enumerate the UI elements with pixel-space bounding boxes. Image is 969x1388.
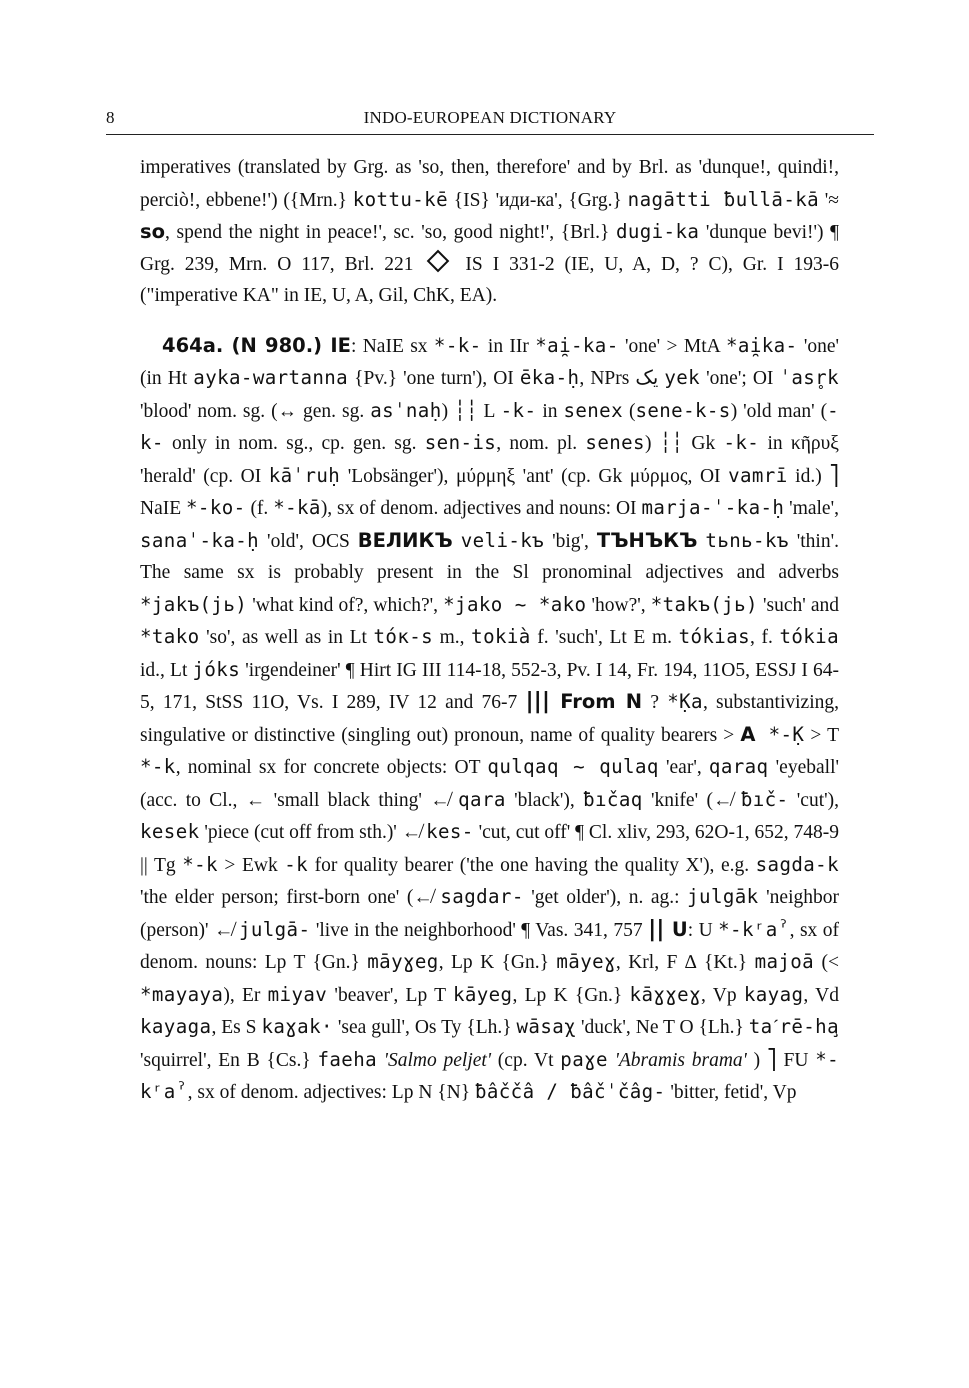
transcription: ƀıčaq [583,787,643,811]
text-run: IS I 331-2 (IE, U, A, D, ? C), Gr. I 193-6 ("imperative KA" in IE, U, A, Gil, ChK, EA). [140,253,839,306]
transcription: nagātti ƀullā-kā [627,187,820,211]
transcription: *-k- [433,333,482,357]
transcription: kottu-kē [352,187,448,211]
text-run: 'the elder person; first-born one' (↚ [140,887,441,908]
text-run: (cp. Vt [491,1049,561,1071]
transcription: *jako ~ *ako [443,592,587,616]
transcription: *-kʳaˀ [140,1047,840,1103]
text-run: id.) ⎤ NaIE [140,465,839,519]
header-title: INDO-EUROPEAN DICTIONARY [363,108,617,127]
transcription: ƀâččâ / ƀâčˈčâg- [474,1080,666,1103]
text-run: , sx of denom. nouns: Lp T {Gn.} [140,919,839,973]
italic-gloss: 'Abramis brama' [607,1049,747,1071]
text-run: (f. [245,498,274,519]
text-run: 'knife' (↚ [642,789,741,811]
transcription: qaraq [708,755,769,778]
transcription: julgā- [238,917,311,941]
text-run: 'such' and [757,594,840,616]
transcription: *-kā [273,496,321,519]
transcription: kaɣak· [261,1015,333,1038]
transcription: *mayaya [140,982,224,1006]
transcription: sagda-k [755,852,839,876]
transcription: majoā [754,950,815,973]
text-run: , Es S [211,1017,262,1038]
text-run: 'neighbor (person)' ↚ [140,887,839,941]
transcription: *-ko- [186,496,246,519]
text-run: 'piece (cut off from sth.)' ↚ [199,822,427,843]
transcription: tokià [471,625,531,648]
transcription: ayka-wartanna [193,366,349,389]
transcription: ˈasr̥k [779,366,839,389]
bold-label: From N [550,690,643,713]
text-run: for quality bearer ('the one having the quality X'), e.g. [308,854,756,876]
transcription: *-k [140,755,176,778]
section-separator: ||| [525,688,551,714]
transcription: senes [585,431,645,454]
text-run: 'cut'), [788,789,840,811]
text-run: : NaIE sx [350,335,434,357]
transcription: yek [664,366,701,389]
section-separator: || [648,915,665,942]
text-run: , Krl, F ∆ {Kt.} [615,952,755,973]
transcription: qulqaq ~ qulaq [487,755,659,778]
text-run: , substantivizing, singulative or distinctive (singling out) pronoun, name of quality bearers > [140,692,840,746]
transcription: *-k [182,852,218,876]
text-run: ), Er [223,984,268,1006]
text-run: ), sx of denom. adjectives and nouns: OI [320,498,642,519]
transcription: marja-ˈ-ka-ḥ [641,496,785,519]
text-run: 'one' (in Ht [140,335,839,389]
transcription: *-Ḳ [755,722,805,746]
transcription: kes- [426,820,474,843]
transcription: -k [284,852,309,876]
diamond-icon [426,249,449,272]
text-run: > T [804,724,839,746]
text-run: 'Lobsänger'), μύρμηξ 'ant' (cp. Gk μύρμος, OI [340,465,729,487]
text-run: ( [623,400,636,422]
transcription: ƀıč- [740,787,789,811]
transcription: tьnь-kъ [705,528,789,552]
text-run: ) ┆┆ Gk [644,433,724,454]
cyrillic-headword: ТЪНЪКЪ [596,528,698,552]
text-run: , sx of denom. adjectives: Lp N {N} [187,1082,475,1103]
transcription: sagdar- [440,885,524,908]
text-run: , spend the night in peace!', sc. 'so, good night!', {Brl.} [165,222,616,243]
text-run: 'sea gull', Os Ty {Lh.} [332,1017,517,1038]
transcription: faeha [317,1047,378,1071]
text-run: 'male', [784,498,839,519]
text-run: 'duck', Ne T O {Lh.} [576,1017,749,1038]
text-run: , Vd [803,984,840,1006]
text-run: only in nom. sg., cp. gen. sg. [163,433,425,454]
text-run: > Ewk [217,854,285,876]
transcription: veli-kъ [460,528,545,552]
text-run: 'cut, cut off' ¶ Cl. xliv, 293, 62O-1, 652, 748-9 || Tg [140,822,839,876]
text-run: 'big', [544,530,597,552]
text-run: ) ┆┆ L [441,400,501,422]
transcription: -k- [500,398,537,422]
text-run: {Pv.} 'one turn'), OI [348,368,520,389]
header-rule [106,134,874,135]
text-run: 'one'; OI [700,368,780,389]
text-run: , f. [750,627,780,648]
text-run: 'one' > MtA [618,335,727,357]
transcription: sene-k-s [635,398,731,422]
transcription: *-kʳaˀ [718,917,790,941]
text-run: id., Lt [140,659,193,681]
bold-gloss: so [140,220,166,243]
text-run: 'beaver', Lp T [327,984,453,1006]
text-run: 'dunque bevi!') ¶ Grg. 239, Mrn. O 117, Brl. 221 [140,222,839,275]
text-run: 'get older'), n. ag.: [523,887,688,908]
text-run: (< [814,952,839,973]
text-run: , Vp [700,984,744,1006]
text-run: m., [433,627,472,648]
transcription: kesek [140,820,200,843]
text-run: 'black'), [505,789,584,811]
transcription: vamrī [728,463,788,487]
transcription: senex [563,398,623,422]
italic-gloss: 'Salmo peljet' [377,1049,491,1071]
text-run: 'so', as well as in Lt [199,627,374,648]
transcription: asˈnaḥ [370,398,442,422]
transcription: *takъ(jь) [650,592,758,616]
transcription: *tako [140,625,200,648]
transcription: *jakъ(jь) [140,592,248,616]
transcription: -k- [723,431,760,454]
text-run: imperatives (translated by Grg. as 'so, then, therefore' and by Brl. as 'dunque!, quindi!, perciò!, ebbene!') ({Mrn.} [140,157,839,211]
text-run: in κῆρυξ 'herald' (cp. OI [140,433,839,487]
transcription: sen-is [424,431,497,454]
transcription: kāyeg [452,982,513,1006]
text-run: 'irgendeiner' ¶ Hirt IG III 114-18, 552-3, Pv. I 14, Fr. 194, 11O5, ESSJ I 64-5, 171, StSS 11O, Vs. I 289, IV 12 and 76-7 [140,659,839,713]
text-run: f. 'such', Lt E m. [530,627,679,648]
transcription: ēka-ḥ [519,366,580,389]
bold-label: U [664,917,688,941]
text-run: 'bitter, fetid', Vp [665,1082,797,1103]
transcription: sanaˈ-ka-ḥ [140,528,260,552]
transcription: julgāk [687,885,759,908]
text-run: 'old', OCS [259,530,358,552]
page-number: 8 [106,108,115,127]
text-run: {IS} 'иди-ка', {Grg.} [448,189,628,211]
entry-heading: 464a. (N 980.) IE [162,333,351,357]
text-run: ) ⎤ FU [746,1049,816,1071]
text-run: 'blood' nom. sg. (↔ gen. sg. [140,400,371,422]
transcription: kāɣɣeɣ [629,982,701,1006]
cyrillic-headword: ВЕЛИКЪ [357,528,453,552]
transcription: tóк-s [373,625,434,648]
running-head [106,103,874,133]
transcription: dugi-ka [615,220,700,243]
entry-464a-paragraph [140,330,839,1109]
text-run: 'what kind of?, which?', [247,594,444,616]
text-run: , nom. pl. [496,433,586,454]
text-run: 'squirrel', En B {Cs.} [140,1049,318,1071]
text-run: 'live in the neighborhood' ¶ Vas. 341, 757 [310,919,649,941]
text-run: 'eyeball' (acc. to Cl., ← 'small black thing' ↚ [140,757,839,811]
transcription: paɣe [560,1047,608,1071]
text-run: in IIr [481,335,536,357]
text-run: , NPrs یک [579,368,665,389]
text-run: ) 'old man' ( [730,400,828,422]
text-run: 'ear', [658,757,709,778]
transcription: *ai̯-ka- [535,333,619,357]
entry-continuation-paragraph [140,152,839,312]
transcription: -k- [140,398,839,454]
text-run: 'how?', [586,594,651,616]
transcription: *Ḳa [667,690,703,713]
transcription: jóks [192,657,241,681]
transcription: tókias [678,625,751,648]
transcription: kayag [743,982,804,1006]
transcription: tókia [779,625,839,648]
transcription: taˊrē-ha̧ [748,1015,839,1038]
text-run: ? [642,692,668,713]
transcription: kayaga [140,1015,212,1038]
text-run: in [536,400,564,422]
transcription: māyɣeg [367,950,439,973]
text-run: : U [687,919,719,941]
page-body [140,152,839,1109]
transcription: kāˈruḥ [268,463,341,487]
text-run: '≈ [819,189,840,211]
text-run: , nominal sx for concrete objects: OT [175,757,488,778]
transcription: qara [458,787,506,811]
text-run: , Lp K {Gn.} [512,984,630,1006]
transcription: wāsaχ [516,1015,577,1038]
transcription: miyav [267,982,328,1006]
text-run: 'thin'. The same sx is probably present in the Sl pronominal adjectives and adverbs [140,530,839,583]
bold-label: A [740,722,756,746]
transcription: *ai̯ka- [726,333,798,357]
transcription: māyeɣ [556,950,616,973]
text-run: , Lp K {Gn.} [438,952,557,973]
